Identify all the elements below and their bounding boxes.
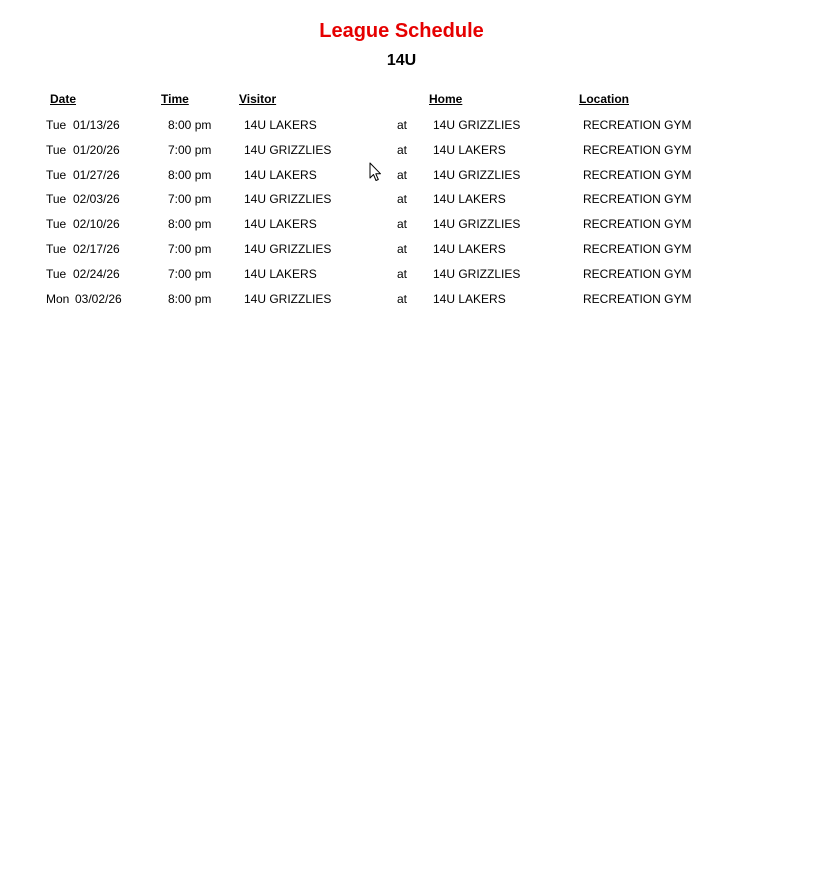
cell-location: RECREATION GYM — [583, 217, 692, 232]
division-subtitle: 14U — [386, 52, 417, 69]
cell-at: at — [397, 167, 408, 182]
cell-at: at — [397, 291, 408, 306]
column-header-date: Date — [50, 92, 77, 106]
column-header-visitor: Visitor — [239, 92, 277, 106]
cell-at: at — [397, 266, 408, 281]
cell-date: 02/10/26 — [73, 217, 120, 232]
cell-date: 01/13/26 — [73, 118, 120, 132]
cell-date: 02/17/26 — [73, 242, 120, 256]
cell-time: 8:00 pm — [168, 167, 212, 182]
cell-home: 14U GRIZZLIES — [433, 118, 521, 132]
cell-home: 14U LAKERS — [433, 192, 506, 207]
table-row — [0, 217, 815, 235]
cell-visitor: 14U GRIZZLIES — [244, 291, 332, 306]
page-title: League Schedule — [319, 20, 484, 42]
cell-location: RECREATION GYM — [583, 167, 692, 182]
cell-home: 14U GRIZZLIES — [433, 217, 521, 232]
cell-date: 02/24/26 — [73, 266, 120, 281]
cell-home: 14U LAKERS — [433, 142, 506, 157]
cell-at: at — [397, 217, 408, 232]
cell-day: Tue — [46, 242, 67, 256]
mouse-cursor-icon — [369, 162, 383, 182]
cell-date: 03/02/26 — [75, 291, 122, 306]
cell-date: 01/20/26 — [73, 142, 120, 157]
cell-day: Tue — [46, 118, 67, 132]
cell-day: Tue — [46, 167, 67, 182]
column-header-location: Location — [579, 92, 629, 106]
cell-location: RECREATION GYM — [583, 142, 692, 157]
cell-visitor: 14U LAKERS — [244, 118, 317, 132]
table-row — [0, 143, 815, 161]
cell-home: 14U LAKERS — [433, 291, 506, 306]
table-row — [0, 192, 815, 210]
cell-at: at — [397, 242, 408, 256]
cell-at: at — [397, 118, 408, 132]
cell-visitor: 14U GRIZZLIES — [244, 142, 332, 157]
cell-day: Mon — [46, 291, 70, 306]
cell-day: Tue — [46, 142, 67, 157]
cell-location: RECREATION GYM — [583, 242, 692, 256]
cell-time: 8:00 pm — [168, 118, 212, 132]
cell-visitor: 14U LAKERS — [244, 266, 317, 281]
cell-visitor: 14U LAKERS — [244, 167, 317, 182]
table-row — [0, 267, 815, 285]
cell-location: RECREATION GYM — [583, 192, 692, 207]
cell-home: 14U GRIZZLIES — [433, 167, 521, 182]
cell-time: 7:00 pm — [168, 266, 212, 281]
cell-day: Tue — [46, 217, 67, 232]
cell-home: 14U LAKERS — [433, 242, 506, 256]
cell-time: 7:00 pm — [168, 192, 212, 207]
cell-day: Tue — [46, 192, 67, 207]
table-row — [0, 242, 815, 260]
cell-time: 7:00 pm — [168, 142, 212, 157]
column-header-home: Home — [429, 92, 463, 106]
cell-day: Tue — [46, 266, 67, 281]
cell-date: 01/27/26 — [73, 167, 120, 182]
cell-location: RECREATION GYM — [583, 266, 692, 281]
table-row — [0, 292, 815, 310]
column-header-time: Time — [161, 92, 189, 106]
cell-at: at — [397, 142, 408, 157]
table-row — [0, 118, 815, 136]
cell-visitor: 14U LAKERS — [244, 217, 317, 232]
cell-time: 8:00 pm — [168, 217, 212, 232]
cell-visitor: 14U GRIZZLIES — [244, 242, 332, 256]
cell-time: 8:00 pm — [168, 291, 212, 306]
cell-location: RECREATION GYM — [583, 118, 692, 132]
cell-date: 02/03/26 — [73, 192, 120, 207]
table-row — [0, 168, 815, 186]
cell-visitor: 14U GRIZZLIES — [244, 192, 332, 207]
cell-home: 14U GRIZZLIES — [433, 266, 521, 281]
cell-time: 7:00 pm — [168, 242, 212, 256]
cell-location: RECREATION GYM — [583, 291, 692, 306]
cell-at: at — [397, 192, 408, 207]
